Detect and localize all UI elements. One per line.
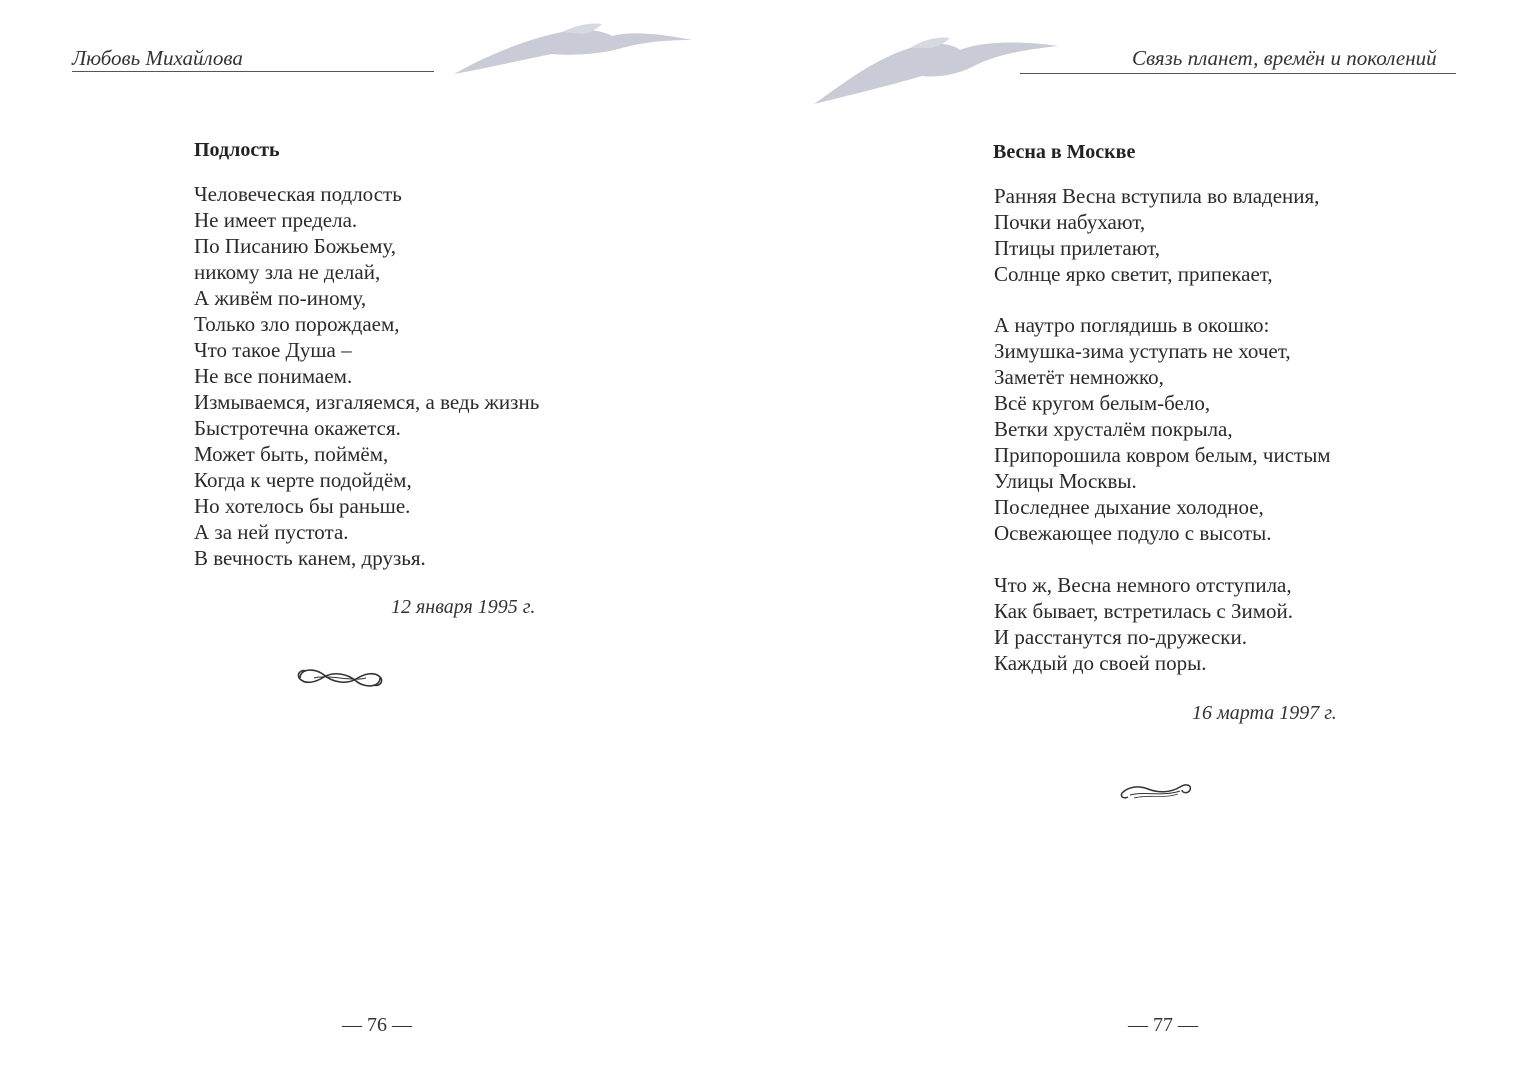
poem-line: В вечность канем, друзья.: [194, 546, 426, 570]
header-rule: [1020, 73, 1456, 74]
poem-stanza-3: [994, 572, 1293, 676]
running-head-book-title: Связь планет, времён и поколений: [1132, 46, 1437, 70]
poem-date: 16 марта 1997 г.: [1192, 702, 1337, 724]
poem-line: И расстанутся по-дружески.: [994, 625, 1247, 649]
poem-line: По Писанию Божьему,: [194, 234, 397, 258]
right-page: [766, 0, 1533, 1080]
poem-title: Подлость: [194, 139, 280, 161]
poem-line: Всё кругом белым-бело,: [994, 391, 1211, 415]
seagull-icon: [810, 30, 1060, 110]
poem-line: Что ж, Весна немного отступила,: [994, 573, 1292, 597]
poem-line: Освежающее подуло с высоты.: [994, 521, 1272, 545]
poem-line: Только зло порождаем,: [194, 312, 400, 336]
poem-line: Может быть, поймём,: [194, 442, 389, 466]
poem-line: Не имеет предела.: [194, 208, 358, 232]
poem-stanza-1: [994, 183, 1319, 287]
poem-line: Птицы прилетают,: [994, 236, 1160, 260]
poem-line: Ветки хрусталём покрыла,: [994, 417, 1233, 441]
poem-line: Ранняя Весна вступила во владения,: [994, 184, 1320, 208]
poem-line: Зимушка-зима уступать не хочет,: [994, 339, 1291, 363]
page-number: — 76 —: [342, 1014, 412, 1036]
poem-line: никому зла не делай,: [194, 260, 381, 284]
seagull-icon: [452, 18, 697, 78]
running-head-author: Любовь Михайлова: [72, 46, 243, 70]
header-rule: [72, 71, 434, 72]
poem-line: Когда к черте подойдём,: [194, 468, 412, 492]
poem-line: Каждый до своей поры.: [994, 651, 1207, 675]
poem-line: Что такое Душа –: [194, 338, 352, 362]
poem-line: Заметёт немножко,: [994, 365, 1164, 389]
poem-line: Припорошила ковром белым, чистым: [994, 443, 1331, 467]
poem-date: 12 января 1995 г.: [391, 596, 536, 618]
poem-line: Как бывает, встретилась с Зимой.: [994, 599, 1294, 623]
left-page: [0, 0, 766, 1080]
poem-line: Улицы Москвы.: [994, 469, 1137, 493]
poem-line: Не все понимаем.: [194, 364, 353, 388]
poem-line: Быстротечна окажется.: [194, 416, 401, 440]
poem-line: А наутро поглядишь в окошко:: [994, 313, 1270, 337]
poem-line: А за ней пустота.: [194, 520, 349, 544]
poem-line: Почки набухают,: [994, 210, 1146, 234]
poem-line: А живём по-иному,: [194, 286, 367, 310]
poem-line: Человеческая подлость: [194, 182, 402, 206]
poem-title: Весна в Москве: [993, 141, 1136, 163]
poem-line: Измываемся, изгаляемся, а ведь жизнь: [194, 390, 540, 414]
poem-line: Солнце ярко светит, припекает,: [994, 262, 1273, 286]
poem-line: Последнее дыхание холодное,: [994, 495, 1264, 519]
poem-stanza: [194, 181, 539, 571]
flourish-ornament-icon: [294, 663, 386, 693]
poem-line: Но хотелось бы раньше.: [194, 494, 411, 518]
flourish-ornament-icon: [1118, 777, 1194, 803]
poem-stanza-2: [994, 312, 1331, 546]
page-number: — 77 —: [1128, 1014, 1198, 1036]
